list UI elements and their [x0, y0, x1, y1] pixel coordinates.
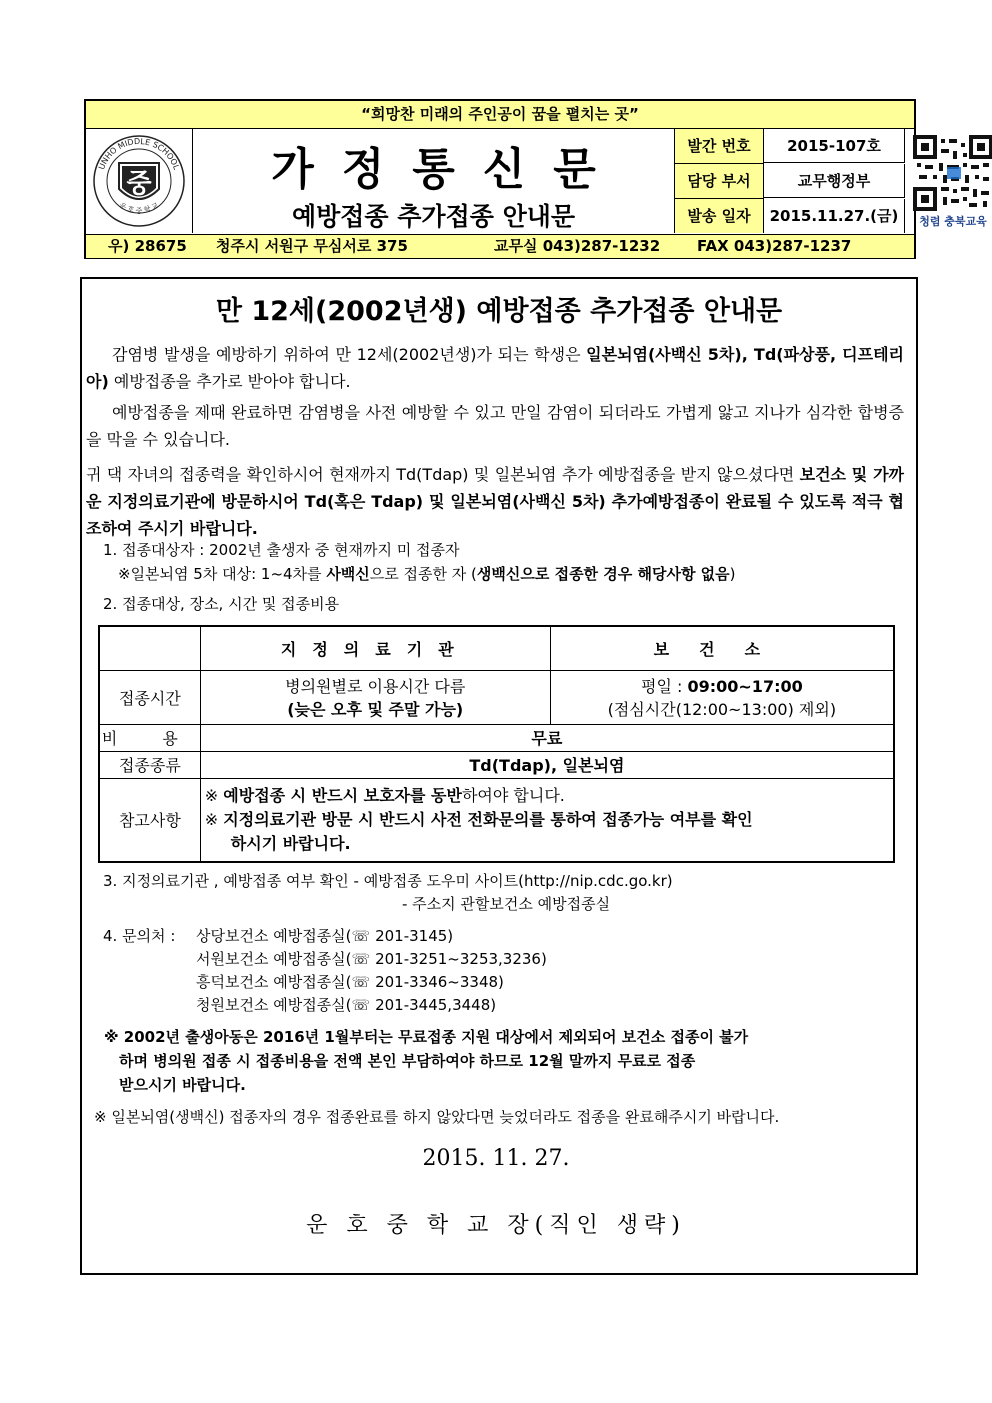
vaccination-table	[98, 625, 895, 863]
note-bold: 생백신으로 접종한 경우 해당사항 없음	[476, 565, 730, 583]
street-address: 청주시 서원구 무심서로 375	[216, 237, 408, 255]
contact-name: 서원보건소 예방접종실(	[196, 950, 352, 968]
note-text: )	[729, 565, 736, 583]
item-2: 2. 접종대상, 장소, 시간 및 접종비용	[103, 595, 340, 613]
contact-number: 201-3445,3448)	[375, 996, 497, 1014]
free-vaccination-note-2: 하며 병의원 접종 시 접종비용을 전액 본인 부담하여야 하므로 12월 말까지 무료로 접종	[119, 1052, 696, 1070]
note-mark: ※	[204, 785, 224, 805]
p1-end: 예방접종을 추가로 받아야 합니다.	[108, 372, 351, 391]
paragraph-3	[86, 461, 904, 542]
clinic-hours: 병의원별로 이용시간 다름	[285, 677, 466, 696]
address-row	[86, 234, 914, 258]
paragraph-2	[86, 399, 904, 453]
newsletter-title: 가정통신문	[271, 144, 624, 195]
logo-top-text: UNHO MIDDLE SCHOOL	[96, 136, 182, 171]
newsletter-header	[84, 99, 987, 259]
weekday-label: 평일 :	[640, 677, 688, 696]
send-date-label: 발송 일자	[675, 199, 764, 233]
note-bold: 하시기 바랍니다.	[230, 833, 351, 853]
department-label: 담당 부서	[675, 164, 764, 199]
note-bold: 지정의료기관 방문 시 반드시 사전 전화문의를 통하여 접종가능 여부를 확인	[223, 809, 753, 829]
cost-value: 무료	[200, 724, 894, 751]
qr-cell	[905, 129, 992, 233]
contact-2	[196, 971, 504, 993]
time-clinic	[200, 670, 550, 724]
live-vaccine-note: ※ 일본뇌염(생백신) 접종자의 경우 접종완료를 하지 않았다면 늦었더라도 접종을 완료해주시기 바랍니다.	[94, 1108, 780, 1126]
item-4-label: 4. 문의처 :	[103, 927, 176, 945]
notice-subtitle: 예방접종 추가접종 안내문	[291, 202, 576, 231]
logo-center-char: 중	[126, 169, 152, 199]
contact-name: 흥덕보건소 예방접종실(	[196, 973, 352, 991]
closing-date: 2015. 11. 27.	[422, 1146, 570, 1171]
note-text: 으로 접종한 자 (	[369, 565, 477, 583]
note-bold: 예방접종 시 반드시 보호자를 동반	[223, 785, 462, 805]
row-label-notes: 참고사항	[99, 778, 200, 862]
col-health-center: 보건소	[550, 626, 894, 670]
clinic-hours-note: (늦은 오후 및 주말 가능)	[287, 700, 464, 719]
p1-text: 감염병 발생을 예방하기 위하여 만 12세(2002년생)가 되는 학생은	[112, 345, 587, 364]
item-1: 1. 접종대상자 : 2002년 출생자 중 현재까지 미 접종자	[103, 541, 460, 559]
p2-text: 예방접종을 제때 완료하면 감염병을 사전 예방할 수 있고 만일 감염이 되더라도 가볍게 앓고 지나가 심각한 합병증을 막을 수 있습니다.	[86, 403, 904, 449]
notes-value	[200, 778, 894, 862]
table-header-row	[99, 626, 894, 670]
p1-bold: 일본뇌염(사백신 5차), Td(파상풍, 디프테리아)	[86, 345, 904, 391]
note-mark: ※	[204, 809, 224, 829]
paragraph-1	[86, 341, 904, 395]
table-corner	[99, 626, 200, 670]
free-vaccination-note-1: ※ 2002년 출생아동은 2016년 1월부터는 무료접종 지원 대상에서 제외되어 보건소 접종이 불가	[104, 1028, 749, 1046]
send-date-value: 2015.11.27.(금)	[764, 199, 905, 233]
contact-name: 청원보건소 예방접종실(	[196, 996, 352, 1014]
lunch-break: (점심시간(12:00~13:00) 제외)	[607, 700, 837, 719]
table-row	[99, 670, 894, 724]
item-1-note	[118, 563, 736, 585]
postal-code: 우) 28675	[108, 237, 187, 255]
contact-1	[196, 948, 547, 970]
note-text: 하여야 합니다.	[461, 785, 565, 805]
title-cell	[193, 129, 675, 233]
table-row	[99, 778, 894, 862]
free-vaccination-note-3: 받으시기 바랍니다.	[119, 1076, 246, 1094]
note-bold: 사백신	[326, 565, 370, 583]
item-3-sub: - 주소지 관할보건소 예방접종실	[402, 895, 611, 913]
contact-0	[196, 925, 453, 947]
contact-3	[196, 994, 496, 1016]
row-label-type: 접종종류	[99, 751, 200, 778]
department-value: 교무행정부	[764, 164, 905, 198]
school-emblem-icon	[86, 129, 192, 233]
logo-bottom-text: 운 호 중 학 교	[117, 201, 161, 215]
qr-caption: 청렴 충북교육	[919, 215, 987, 228]
p3-text: 귀 댁 자녀의 접종력을 확인하시어 현재까지 Td(Tdap) 및 일본뇌염 추가 예방접종을 받지 않으셨다면	[86, 465, 800, 484]
principal-signature: 운 호 중 학 교 장(직인 생략)	[306, 1213, 686, 1238]
contact-number: 201-3145)	[375, 927, 454, 945]
qr-code-icon	[913, 135, 992, 211]
table-row	[99, 751, 894, 778]
row-label-time: 접종시간	[99, 670, 200, 724]
col-designated-clinic: 지정의료기관	[200, 626, 550, 670]
table-row	[99, 724, 894, 751]
issue-number-label: 발간 번호	[675, 129, 764, 164]
main-title: 만 12세(2002년생) 예방접종 추가접종 안내문	[215, 296, 783, 327]
vaccine-type-value: Td(Tdap), 일본뇌염	[200, 751, 894, 778]
contact-name: 상당보건소 예방접종실(	[196, 927, 352, 945]
phone-icon: ☏	[351, 950, 371, 968]
fax-number: FAX 043)287-1237	[697, 237, 852, 255]
note-text: ※일본뇌염 5차 대상: 1~4차를	[118, 565, 327, 583]
office-phone: 교무실 043)287-1232	[494, 237, 661, 255]
item-3: 3. 지정의료기관 , 예방접종 여부 확인 - 예방접종 도우미 사이트(http://nip.cdc.go.kr)	[103, 872, 673, 890]
phone-icon: ☏	[351, 996, 371, 1014]
row-label-cost: 비 용	[99, 724, 200, 751]
phone-icon: ☏	[351, 973, 371, 991]
phone-icon: ☏	[351, 927, 371, 945]
p3-bold: 보건소 및 가까운 지정의료기관에 방문하시어 Td(혹은 Tdap) 및 일본뇌염(사백신 5차) 추가예방접종이 완료될 수 있도록 적극 협조하여 주시기 바랍니다.	[86, 465, 904, 538]
contact-number: 201-3251~3253,3236)	[375, 950, 547, 968]
time-health-center	[550, 670, 894, 724]
slogan: “희망찬 미래의 주인공이 꿈을 펼치는 곳”	[86, 101, 914, 129]
weekday-hours: 09:00~17:00	[687, 677, 803, 696]
school-logo-cell	[86, 129, 193, 233]
contact-number: 201-3346~3348)	[375, 973, 504, 991]
issue-number-value: 2015-107호	[764, 129, 905, 163]
svg-text:운 호 중 학 교	[118, 201, 160, 215]
